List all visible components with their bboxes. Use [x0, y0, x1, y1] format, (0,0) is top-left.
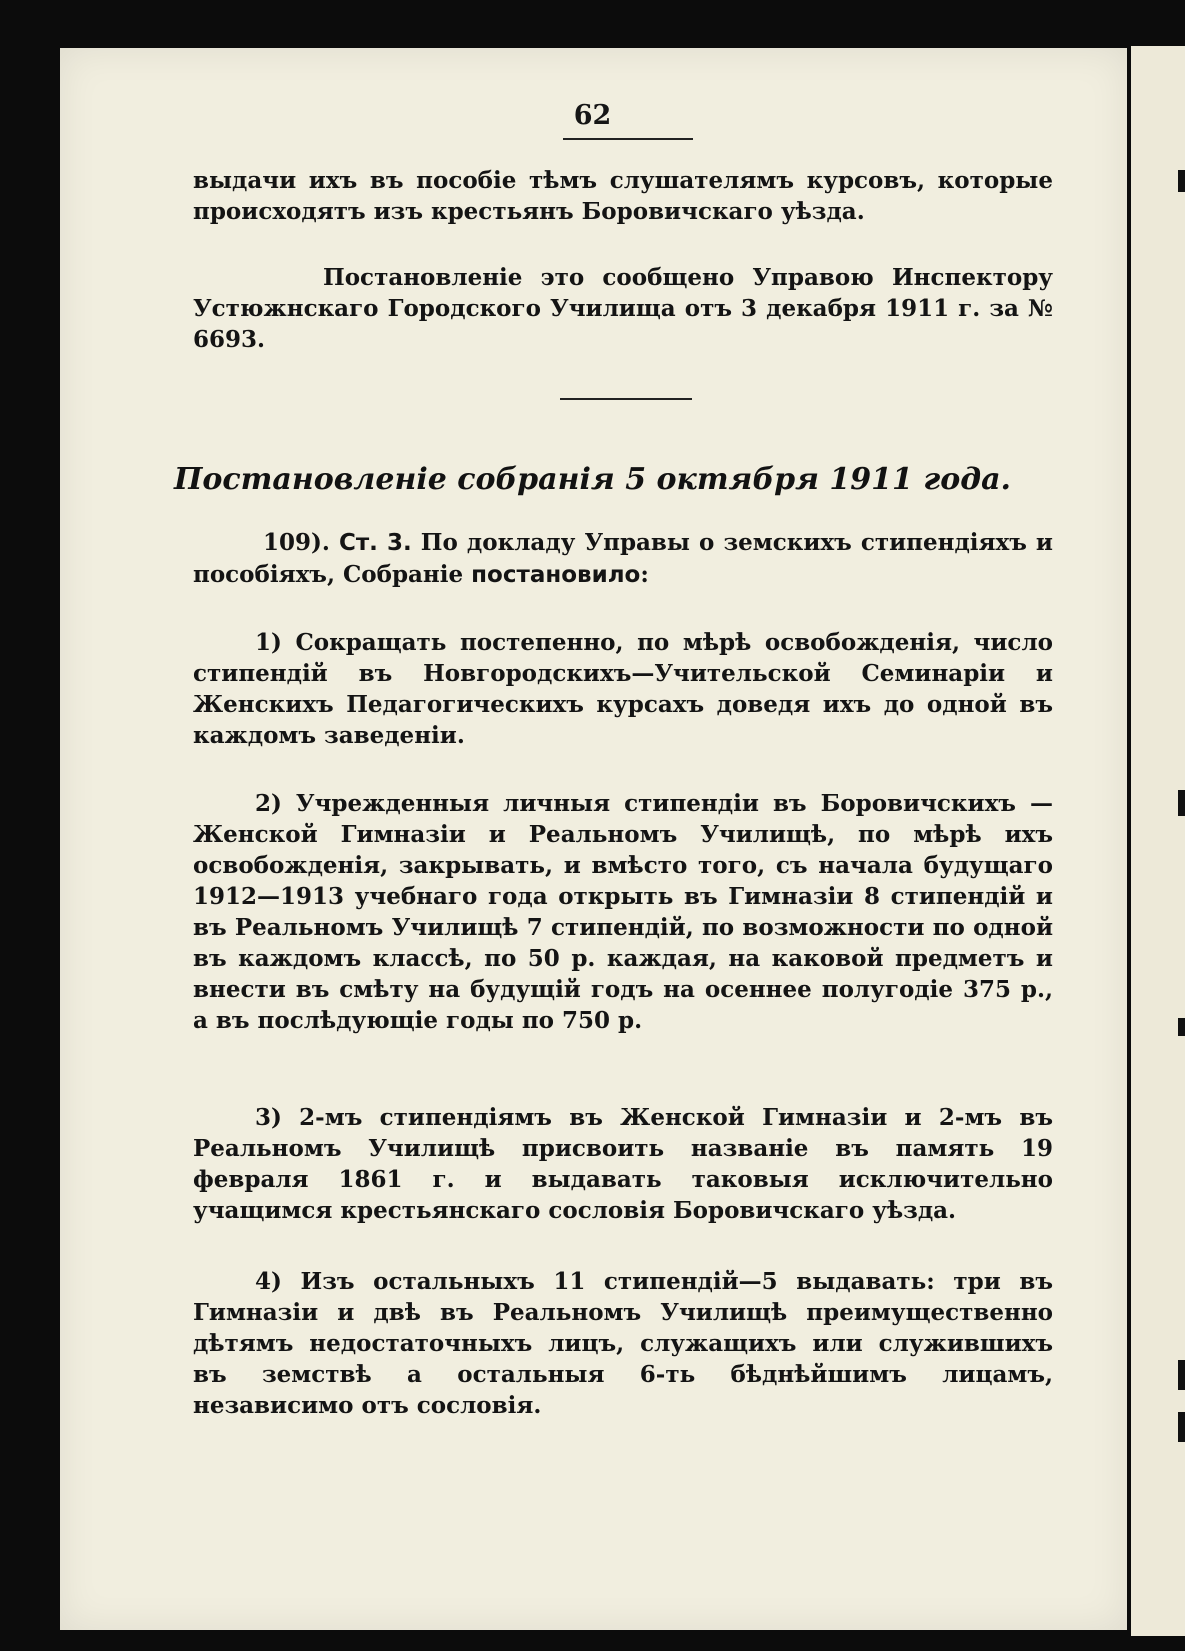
section-divider: [560, 398, 692, 400]
adjacent-page-edge: [1131, 46, 1185, 1636]
resolution-intro-text: По докладу Управы о земскихъ стипендіяхъ и пособіяхъ, Собраніе: [193, 529, 1053, 588]
resolution-item: 3) 2-мъ стипендіямъ въ Женской Гимназіи и 2-мъ въ Реальномъ Училищѣ присвоить названіе въ память 19 февраля 1861 г. и выдавать таковыя исключительно учащимся крестьянскаго сословія Боровичскаго уѣзда.: [193, 1104, 1053, 1224]
item-block-4: [193, 1266, 1053, 1421]
resolution-heading: Постановленіе собранія 5 октября 1911 года.: [174, 462, 1011, 497]
notice-paragraph: Постановленіе это сообщено Управою Инспектору Устюжнскаго Городского Училища отъ 3 декабря 1911 г. за № 6693.: [193, 264, 1053, 353]
scan-edge-mark: [1178, 1360, 1185, 1390]
resolution-item: 2) Учрежденныя личныя стипендіи въ Боровичскихъ — Женской Гимназіи и Реальномъ Училищѣ, по мѣрѣ ихъ освобожденія, закрывать, и вмѣсто того, съ начала будущаго 1912—1913 учебнаго года открыть въ Гимназіи 8 стипендій и въ Реальномъ Училищѣ 7 стипендій, по возможности по одной въ каждомъ классѣ, по 50 р. каждая, на каковой предметъ и внести въ смѣту на будущій годъ на осеннее полугодіе 375 р., а въ послѣдующіе годы по 750 р.: [193, 790, 1053, 1034]
item-block-1: [193, 627, 1053, 751]
resolution-intro-end: :: [640, 561, 649, 588]
continuation-block: [193, 165, 1053, 227]
article-reference: Ст. 3.: [338, 530, 412, 556]
continuation-paragraph: выдачи ихъ въ пособіе тѣмъ слушателямъ курсовъ, которые происходятъ изъ крестьянъ Боровичскаго уѣзда.: [193, 167, 1053, 225]
page-number: 62: [573, 100, 612, 131]
resolution-intro: [193, 527, 1053, 591]
scan-edge-mark: [1178, 1018, 1185, 1036]
notice-block: [193, 262, 1053, 355]
item-block-2: [193, 788, 1053, 1036]
scan-edge-mark: [1178, 1412, 1185, 1442]
item-block-3: [193, 1102, 1053, 1226]
scan-edge-mark: [1178, 790, 1185, 816]
scan-edge-mark: [1178, 170, 1185, 192]
resolution-item: 1) Сокращать постепенно, по мѣрѣ освобожденія, число стипендій въ Новгородскихъ—Учительской Семинаріи и Женскихъ Педагогическихъ курсахъ доведя ихъ до одной въ каждомъ заведеніи.: [193, 629, 1053, 749]
resolution-decided: постановило: [471, 562, 641, 588]
resolution-intro-block: [193, 527, 1053, 591]
resolution-number: 109).: [263, 529, 339, 556]
resolution-item: 4) Изъ остальныхъ 11 стипендій—5 выдавать: три въ Гимназіи и двѣ въ Реальномъ Училищѣ преимущественно дѣтямъ недостаточныхъ лицъ, служащихъ или служившихъ въ земствѣ а остальныя 6-ть бѣднѣйшимъ лицамъ, независимо отъ сословія.: [193, 1268, 1053, 1419]
header-divider: [563, 138, 693, 140]
